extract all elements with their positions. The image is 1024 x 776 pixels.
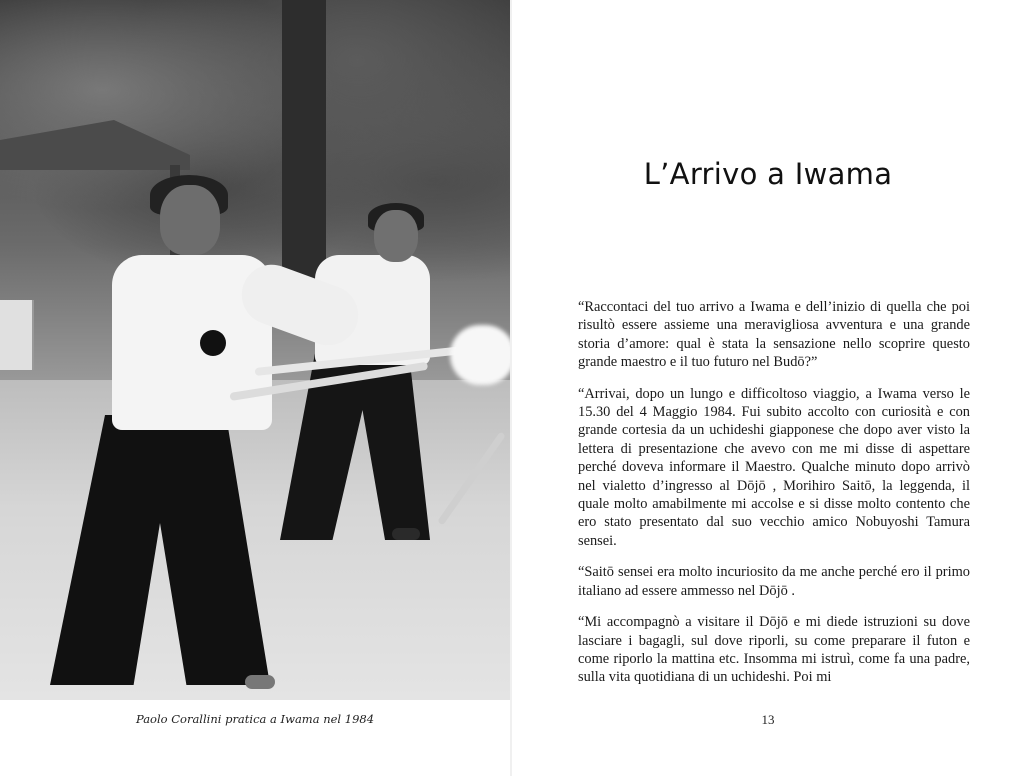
photo-box	[0, 300, 34, 370]
photo-dojo-emblem	[200, 330, 226, 356]
photo-back-figure-foot	[392, 528, 420, 540]
left-page	[0, 0, 510, 776]
paragraph-2: “Arrivai, dopo un lungo e difficoltoso viaggio, a Iwama verso le 15.30 del 4 Maggio 1984. Fui subito accolto con curiosità e con grande cortesia da un uchideshi giapponese che dopo aver visto la lettera di presentazione che avevo con me mi disse di aspettare perché doveva informare il Maestro. Qualche minuto dopo arrivò nel vialetto d’ingresso al Dōjō , Morihiro Saitō, la leggenda, il quale molto amabilmente mi accolse e si disse molto contento che ero stato presentato dal suo vecchio amico Nobuyoshi Tamura sensei.	[578, 385, 970, 549]
paragraph-4: “Mi accompagnò a visitare il Dōjō e mi diede istruzioni su dove lasciare i bagagli, sul dove riporli, su come preparare il futon e come riporlo la mattina etc. Insomma mi istruì, come fa una padre, sulla vita quotidiana di un uchideshi. Poi mi	[578, 614, 970, 686]
body-text	[578, 298, 970, 700]
photo-blurred-arm	[450, 325, 510, 385]
photo-front-figure-head	[160, 185, 220, 255]
photo-front-figure-foot	[245, 675, 275, 689]
right-page	[512, 0, 1024, 776]
photo-back-figure-head	[374, 210, 418, 262]
paragraph-3: “Saitō sensei era molto incuriosito da me anche perché ero il primo italiano ad essere ammesso nel Dōjō .	[578, 564, 970, 599]
page-number: 13	[761, 712, 775, 727]
chapter-title: L’Arrivo a Iwama	[643, 157, 893, 192]
paragraph-1: “Raccontaci del tuo arrivo a Iwama e dell’inizio di quella che poi risultò essere assieme una meravigliosa avventura e una grande storia d’amore: qual è stata la sensazione nello scoprire questo grande maestro e il tuo futuro nel Budō?”	[578, 299, 970, 371]
photo-caption: Paolo Corallini pratica a Iwama nel 1984	[135, 712, 375, 726]
aikido-practice-photo	[0, 0, 510, 700]
